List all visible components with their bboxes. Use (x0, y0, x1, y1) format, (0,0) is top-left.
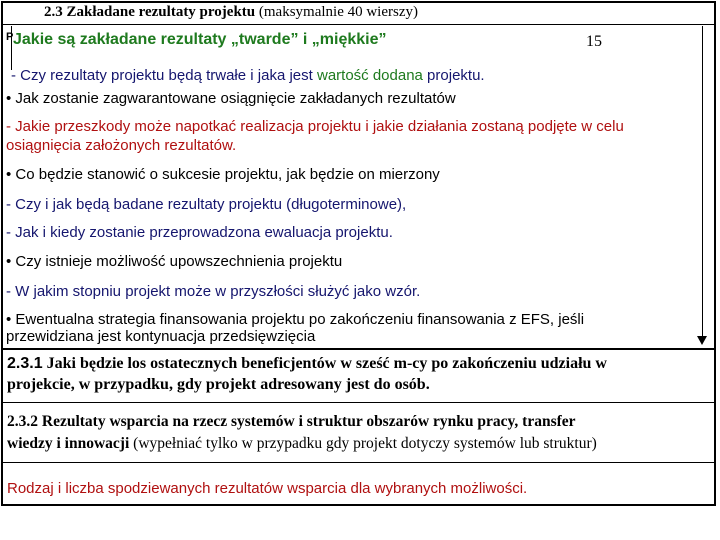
footer-text: Rodzaj i liczba spodziewanych rezultatów wsparcia dla wybranych możliwości. (7, 480, 528, 497)
item-1 (11, 67, 485, 84)
section-231-text-1: Jaki będzie los ostatecznych beneficjentów w sześć m-cy po zakończeniu udziału w (42, 355, 607, 372)
question-text: Jakie są zakładane rezultaty „twarde” i „miękkie” (13, 31, 387, 48)
item-5: - Czy i jak będą badane rezultaty projektu (długoterminowe), (6, 196, 407, 213)
item-1-prefix: - (11, 67, 21, 84)
item-3-line-2: osiągnięcia założonych rezultatów. (6, 137, 237, 154)
section-231-divider (1, 348, 716, 350)
header-divider (1, 24, 716, 25)
section-heading-bold: 2.3 Zakładane rezultaty projektu (44, 4, 256, 20)
section-heading-rest: (maksymalnie 40 wierszy) (255, 4, 418, 20)
item-2: • Jak zostanie zagwarantowane osiągnięcie zakładanych rezultatów (6, 90, 456, 107)
item-1-part-a: Czy rezultaty projektu będą trwałe i jaka jest (20, 67, 317, 84)
item-1-highlight: wartość dodana (316, 67, 423, 84)
item-9-line-1: • Ewentualna strategia finansowania projektu po zakończeniu finansowania z EFS, jeśli (6, 311, 585, 328)
question-marker: P (6, 31, 14, 43)
section-232-divider (1, 402, 716, 403)
arrow-down-icon (697, 336, 707, 345)
section-231-number: 2.3.1 (7, 355, 43, 372)
section-231-line-1 (7, 355, 607, 373)
right-connector-line (702, 26, 703, 340)
item-8: - W jakim stopniu projekt może w przyszłości służyć jako wzór. (6, 283, 421, 300)
section-232-line-2 (7, 435, 597, 453)
item-4: • Co będzie stanowić o sukcesie projektu, jak będzie on mierzony (6, 166, 440, 183)
item-3-line-1: - Jakie przeszkody może napotkać realizacja projektu i jakie działania zostaną podjęte w celu (6, 118, 624, 135)
section-232-line-1: 2.3.2 Rezultaty wsparcia na rzecz systemów i struktur obszarów rynku pracy, transfer (7, 413, 576, 430)
question-number: 15 (586, 33, 602, 50)
item-1-part-c: projektu. (422, 67, 485, 84)
item-7: • Czy istnieje możliwość upowszechnienia projektu (6, 253, 343, 270)
section-231-line-2: projekcie, w przypadku, gdy projekt adresowany jest do osób. (7, 376, 430, 393)
section-232-rest: (wypełniać tylko w przypadku gdy projekt dotyczy systemów lub struktur) (129, 435, 597, 452)
item-9-line-2: przewidziana jest kontynuacja przedsięwzięcia (6, 328, 316, 345)
item-6: - Jak i kiedy zostanie przeprowadzona ewaluacja projektu. (6, 224, 393, 241)
section-232-bold: wiedzy i innowacji (7, 435, 130, 452)
left-connector-line (11, 26, 12, 70)
footer-divider (1, 462, 716, 463)
section-heading (44, 4, 418, 21)
